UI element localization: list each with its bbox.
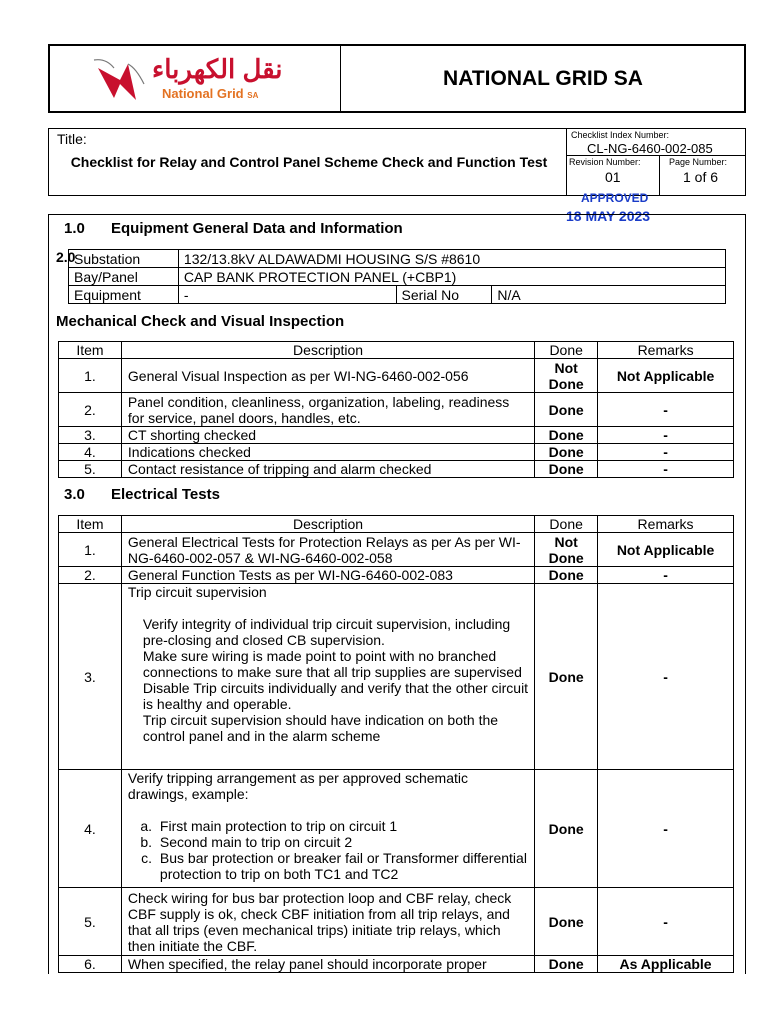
item-description: General Electrical Tests for Protection Relays as per As per WI-NG-6460-002-057 & WI-NG-6460-002-058: [121, 533, 534, 567]
table-header-row: [59, 342, 734, 359]
remarks: Not Applicable: [598, 533, 734, 567]
col-remarks-header: Remarks: [598, 516, 734, 533]
col-item-header: Item: [59, 342, 122, 359]
table-row: [59, 956, 734, 973]
item-description: When specified, the relay panel should incorporate proper: [121, 956, 534, 973]
col-item-header: Item: [59, 516, 122, 533]
item-description: [121, 584, 534, 770]
index-number-value: CL-NG-6460-002-085: [587, 141, 713, 156]
remarks: -: [598, 393, 734, 427]
item-number: 4.: [59, 770, 122, 888]
tripping-arrangement-list: [128, 818, 528, 882]
substation-label: Substation: [69, 250, 179, 268]
done-status: Not Done: [535, 533, 598, 567]
item-line: Disable Trip circuits individually and verify that the other circuit is healthy and operable.: [142, 680, 529, 712]
done-status: Done: [535, 567, 598, 584]
item-number: 1.: [59, 533, 122, 567]
item-description: Contact resistance of tripping and alarm checked: [121, 461, 534, 478]
table-row: [59, 393, 734, 427]
item-description: [121, 770, 534, 888]
table-row: [59, 770, 734, 888]
list-item: b. Second main to trip on circuit 2: [156, 834, 528, 850]
remarks: -: [598, 567, 734, 584]
table-row: [69, 286, 726, 304]
section-1-heading: 1.0 Equipment General Data and Information: [64, 220, 403, 237]
item-number: 4.: [59, 444, 122, 461]
done-status: Done: [535, 427, 598, 444]
remarks: -: [598, 427, 734, 444]
revision-number-value: 01: [605, 169, 621, 185]
substation-value: 132/13.8kV ALDAWADMI HOUSING S/S #8610: [178, 250, 725, 268]
remarks: -: [598, 584, 734, 770]
item-description: CT shorting checked: [121, 427, 534, 444]
index-number-label: Checklist Index Number:: [571, 130, 670, 140]
logo-arabic-text: نقل الكهرباء: [152, 54, 283, 84]
item-number: 3.: [59, 427, 122, 444]
item-line: Make sure wiring is made point to point with no branched connections to make sure that all trip supplies are supervised: [142, 648, 522, 680]
done-status: Done: [535, 956, 598, 973]
equipment-data-table: [68, 249, 726, 304]
approved-stamp: APPROVED: [581, 191, 649, 205]
item-heading: Verify tripping arrangement as per approved schematic drawings, example:: [127, 770, 468, 802]
company-name: NATIONAL GRID SA: [443, 66, 643, 90]
table-row: [59, 444, 734, 461]
serial-no-label: Serial No: [396, 286, 492, 304]
col-done-header: Done: [535, 342, 598, 359]
bay-panel-value: CAP BANK PROTECTION PANEL (+CBP1): [178, 268, 725, 286]
equipment-label: Equipment: [69, 286, 179, 304]
table-row: [59, 567, 734, 584]
revision-number-label: Revision Number:: [569, 157, 641, 167]
remarks: As Applicable: [598, 956, 734, 973]
done-status: Done: [535, 888, 598, 956]
done-status: Done: [535, 393, 598, 427]
table-row: [59, 461, 734, 478]
item-description: Indications checked: [121, 444, 534, 461]
remarks: Not Applicable: [598, 359, 734, 393]
item-number: 2.: [59, 393, 122, 427]
bay-panel-label: Bay/Panel: [69, 268, 179, 286]
col-done-header: Done: [535, 516, 598, 533]
done-status: Done: [535, 770, 598, 888]
item-description: Panel condition, cleanliness, organization, labeling, readiness for service, panel doors, handles, etc.: [121, 393, 534, 427]
title-block: [48, 128, 746, 196]
table-row: [59, 533, 734, 567]
remarks: -: [598, 888, 734, 956]
table-header-row: [59, 516, 734, 533]
table-row: [59, 359, 734, 393]
item-number: 6.: [59, 956, 122, 973]
electrical-tests-table: [58, 515, 734, 973]
item-number: 5.: [59, 888, 122, 956]
section-3-heading: 3.0 Electrical Tests: [64, 486, 220, 503]
approved-date-stamp: 18 MAY 2023: [566, 208, 651, 224]
remarks: -: [598, 461, 734, 478]
table-row: [59, 584, 734, 770]
done-status: Done: [535, 584, 598, 770]
item-description: General Function Tests as per WI-NG-6460-002-083: [121, 567, 534, 584]
document-title: Checklist for Relay and Control Panel Scheme Check and Function Test: [70, 154, 548, 170]
page-number-label: Page Number:: [669, 157, 728, 167]
item-description: General Visual Inspection as per WI-NG-6460-002-056: [121, 359, 534, 393]
col-description-header: Description: [121, 342, 534, 359]
table-row: [59, 888, 734, 956]
item-number: 2.: [59, 567, 122, 584]
page-number-value: 1 of 6: [683, 169, 719, 185]
item-number: 3.: [59, 584, 122, 770]
mechanical-check-table: [58, 341, 734, 478]
item-description: Check wiring for bus bar protection loop and CBF relay, check CBF supply is ok, check CBF initiation from all trip relays, and that all trips (even mechanical trips) initiate trip relays, which then initiate the CBF.: [121, 888, 534, 956]
logo-emblem-icon: [92, 54, 148, 106]
table-row: [69, 268, 726, 286]
done-status: Done: [535, 444, 598, 461]
item-line: Trip circuit supervision should have indication on both the control panel and in the alarm scheme: [142, 712, 499, 744]
national-grid-logo: [92, 54, 292, 106]
list-item: c. Bus bar protection or breaker fail or Transformer differential protection to trip on both TC1 and TC2: [156, 850, 528, 882]
remarks: -: [598, 444, 734, 461]
done-status: Done: [535, 461, 598, 478]
list-item: a. First main protection to trip on circuit 1: [156, 818, 528, 834]
table-row: [59, 427, 734, 444]
table-row: [69, 250, 726, 268]
col-description-header: Description: [121, 516, 534, 533]
logo-english-text: National Grid SA: [162, 86, 259, 101]
title-label: Title:: [57, 131, 87, 147]
section-2-number: 2.0: [56, 249, 76, 265]
item-number: 1.: [59, 359, 122, 393]
item-heading: Trip circuit supervision: [127, 584, 267, 600]
item-line: Verify integrity of individual trip circuit supervision, including pre-closing and closed CB supervision.: [142, 616, 511, 648]
done-status: Not Done: [535, 359, 598, 393]
col-remarks-header: Remarks: [598, 342, 734, 359]
item-number: 5.: [59, 461, 122, 478]
remarks: -: [598, 770, 734, 888]
mechanical-check-heading: Mechanical Check and Visual Inspection: [56, 313, 345, 330]
serial-no-value: N/A: [492, 286, 726, 304]
equipment-value: -: [178, 286, 396, 304]
document-header: [48, 44, 746, 113]
